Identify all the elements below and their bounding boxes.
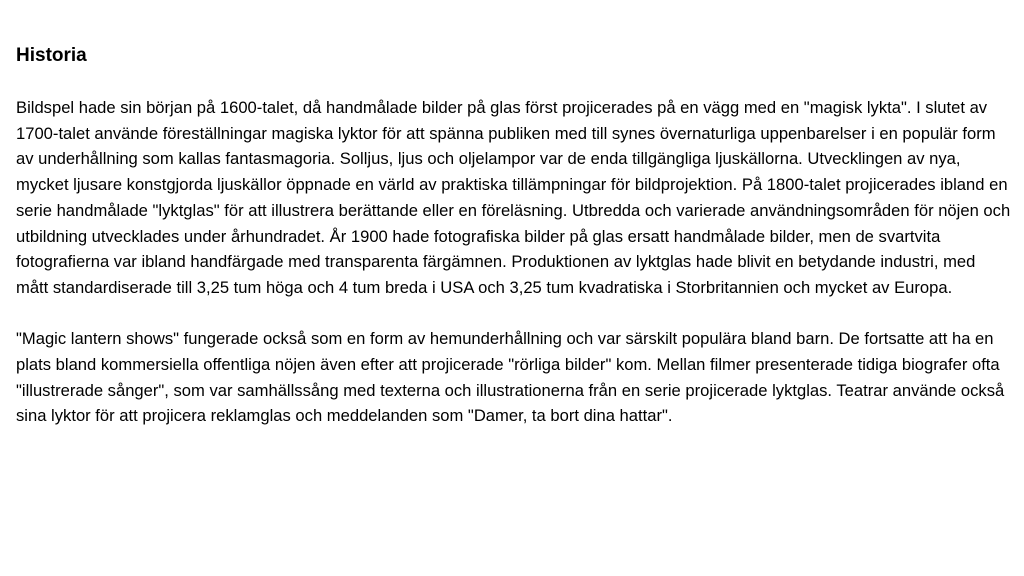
paragraph-2: "Magic lantern shows" fungerade också som en form av hemunderhållning och var särskilt populära bland barn. De fortsatte att ha en plats bland kommersiella offentliga nöjen även efter att projicerade "rörliga bilder" kom. Mellan filmer presenterade tidiga biografer ofta "illustrerade sånger", som var samhällssång med texterna och illustrationerna från en serie projicerade lyktglas. Teatrar använde också sina lyktor för att projicera reklamglas och meddelanden som "Damer, ta bort dina hattar". (16, 329, 1005, 426)
paragraph-spacer (16, 301, 1011, 327)
paragraph-1: Bildspel hade sin början på 1600-talet, då handmålade bilder på glas först projicerades på en vägg med en "magisk lykta". I slutet av 1700-talet använde föreställningar magiska lyktor för att spänna publiken med till synes övernaturliga uppenbarelser i en populär form av underhållning som kallas fantasmagoria. Solljus, ljus och oljelampor var de enda tillgängliga ljuskällorna. Utvecklingen av nya, mycket ljusare konstgjorda ljuskällor öppnade en värld av praktiska tillämpningar för bildprojektion. På 1800-talet projicerades ibland en serie handmålade "lyktglas" för att illustrera berättande eller en föreläsning. Utbredda och varierade användningsområden för nöjen och utbildning utvecklades under århundradet. År 1900 hade fotografiska bilder på glas ersatt handmålade bilder, men de svartvita fotografierna var ibland handfärgade med transparenta färgämnen. Produktionen av lyktglas hade blivit en betydande industri, med mått standardiserade till 3,25 tum höga och 4 tum breda i USA och 3,25 tum kvadratiska i Storbritannien och mycket av Europa. (16, 98, 1011, 297)
page-title: Historia (16, 45, 87, 66)
body-text (16, 95, 1011, 429)
